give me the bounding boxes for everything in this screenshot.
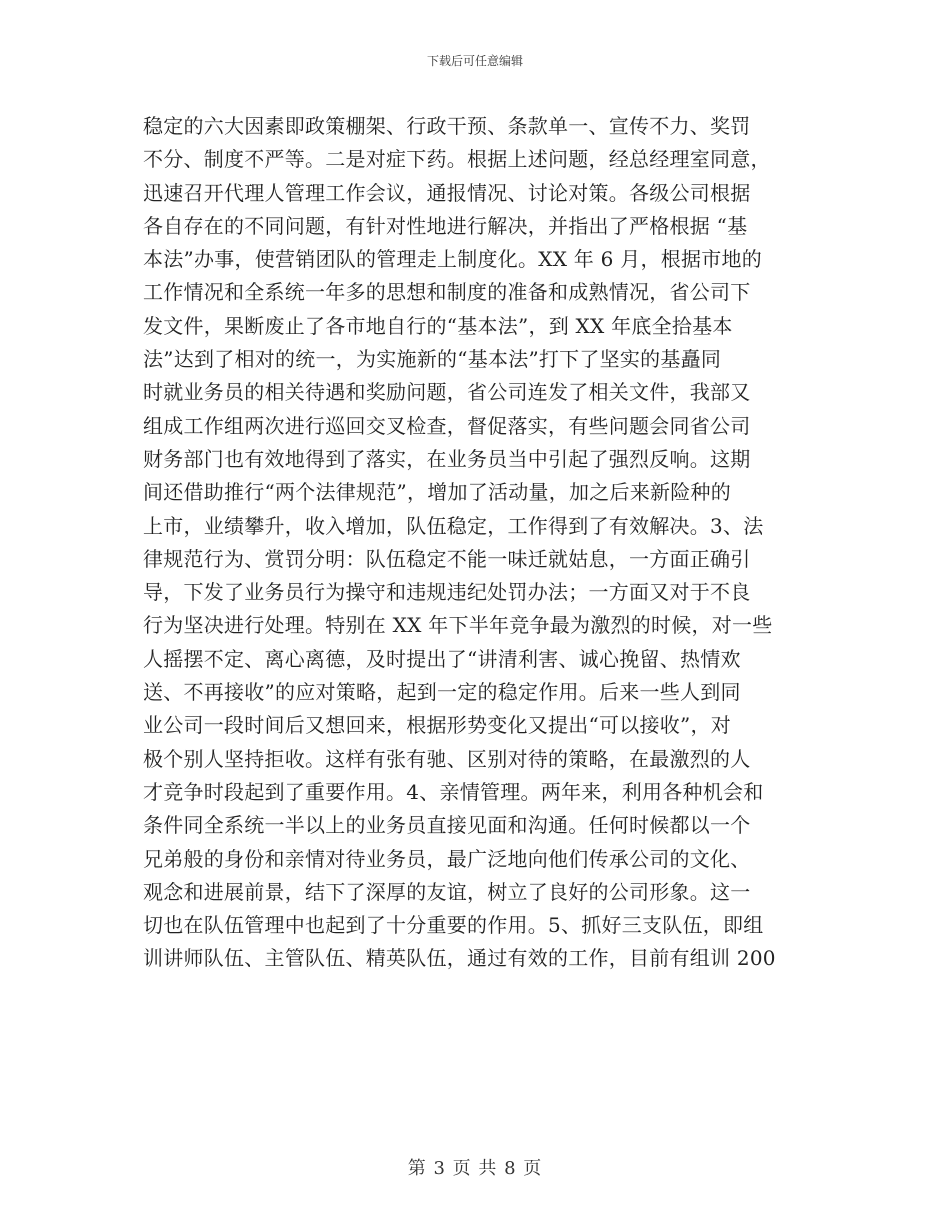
text-line: 时就业务员的相关待遇和奖励问题，省公司连发了相关文件，我部又 bbox=[143, 380, 751, 405]
text-line: 导，下发了业务员行为操守和违规违纪处罚办法；一方面又对于不良 bbox=[143, 580, 751, 605]
text-line: 送、不再接收”的应对策略，起到一定的稳定作用。后来一些人到同 bbox=[143, 680, 741, 705]
text-line: 业公司一段时间后又想回来，根据形势变化又提出“可以接收”，对 bbox=[143, 713, 731, 738]
text-line: 观念和进展前景，结下了深厚的友谊，树立了良好的公司形象。这一 bbox=[143, 879, 751, 904]
text-line: 本法”办事，使营销团队的管理走上制度化。XX 年 6 月，根据市地的 bbox=[143, 247, 762, 272]
text-line: 组成工作组两次进行巡回交叉检查，督促落实，有些问题会同省公司 bbox=[143, 413, 751, 438]
text-line: 切也在队伍管理中也起到了十分重要的作用。5、抓好三支队伍，即组 bbox=[143, 913, 764, 938]
text-line: 人摇摆不定、离心离德，及时提出了“讲清利害、诚心挽留、热情欢 bbox=[143, 646, 741, 671]
text-line: 财务部门也有效地得到了落实，在业务员当中引起了强烈反响。这期 bbox=[143, 446, 751, 471]
page-number-footer: 第 3 页 共 8 页 bbox=[407, 1158, 543, 1179]
text-line: 训讲师队伍、主管队伍、精英队伍，通过有效的工作，目前有组训 200 bbox=[143, 946, 776, 971]
text-line: 迅速召开代理人管理工作会议，通报情况、讨论对策。各级公司根据 bbox=[143, 180, 751, 205]
text-line: 上市，业绩攀升，收入增加，队伍稳定，工作得到了有效解决。3、法 bbox=[143, 513, 764, 538]
text-line: 极个别人坚持拒收。这样有张有驰、区别对待的策略，在最激烈的人 bbox=[143, 746, 751, 771]
text-line: 律规范行为、赏罚分明：队伍稳定不能一味迁就姑息，一方面正确引 bbox=[143, 546, 751, 571]
text-line: 间还借助推行“两个法律规范”，增加了活动量，加之后来新险种的 bbox=[143, 480, 731, 505]
text-line: 工作情况和全系统一年多的思想和制度的准备和成熟情况，省公司下 bbox=[143, 280, 751, 305]
text-line: 发文件，果断废止了各市地自行的“基本法”，到 XX 年底全拾基本 bbox=[143, 313, 733, 338]
text-line: 才竞争时段起到了重要作用。4、亲情管理。两年来，利用各种机会和 bbox=[143, 779, 764, 804]
text-line: 行为坚决进行处理。特别在 XX 年下半年竞争最为激烈的时候，对一些 bbox=[143, 613, 773, 638]
body-text bbox=[143, 110, 813, 976]
text-line: 不分、制度不严等。二是对症下药。根据上述问题，经总经理室同意， bbox=[143, 147, 771, 172]
text-line: 法”达到了相对的统一，为实施新的“基本法”打下了坚实的基矗同 bbox=[143, 347, 722, 372]
text-line: 兄弟般的身份和亲情对待业务员，最广泛地向他们传承公司的文化、 bbox=[143, 846, 751, 871]
page-header: 下载后可任意编辑 bbox=[426, 54, 523, 68]
text-line: 稳定的六大因素即政策棚架、行政干预、条款单一、宣传不力、奖罚 bbox=[143, 114, 751, 138]
text-line: 各自存在的不同问题，有针对性地进行解决，并指出了严格根据 “基 bbox=[143, 213, 748, 238]
text-line: 条件同全系统一半以上的业务员直接见面和沟通。任何时候都以一个 bbox=[143, 813, 751, 838]
